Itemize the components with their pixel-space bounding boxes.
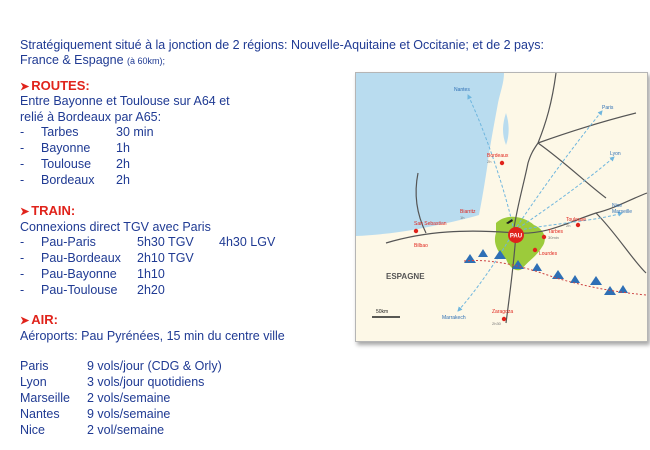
train-tgv: 1h10 bbox=[137, 267, 165, 281]
list-item bbox=[20, 172, 154, 188]
train-tgv: 2h10 TGV bbox=[137, 251, 194, 265]
route-city: Bayonne bbox=[41, 141, 91, 155]
zaragoza-dot bbox=[502, 317, 506, 321]
list-dash: - bbox=[20, 157, 25, 171]
list-item bbox=[20, 266, 275, 282]
train-lgv: 4h30 LGV bbox=[219, 235, 276, 249]
flight-city: Nice bbox=[20, 423, 46, 437]
intro-line-2 bbox=[20, 53, 620, 69]
list-dash: - bbox=[20, 141, 25, 155]
routes-heading bbox=[20, 78, 90, 93]
routes-list bbox=[20, 124, 154, 188]
flight-frequency: 3 vols/jour quotidiens bbox=[87, 375, 205, 389]
train-tgv: 5h30 TGV bbox=[137, 235, 194, 249]
bordeaux-dot bbox=[500, 161, 504, 165]
train-tgv: 2h20 bbox=[137, 283, 165, 297]
route-time: 30 min bbox=[116, 125, 154, 139]
map-svg bbox=[356, 73, 647, 341]
route-city: Toulouse bbox=[41, 157, 92, 171]
flights-list bbox=[20, 358, 222, 438]
toulouse-dot bbox=[576, 223, 580, 227]
bordeaux-label: Bordeaux bbox=[487, 153, 509, 159]
toulouse-sub: 2h bbox=[566, 223, 571, 228]
tarbes-sub: 30min bbox=[548, 235, 559, 240]
lourdes-label: Lourdes bbox=[539, 251, 558, 257]
lyon-label: Lyon bbox=[610, 151, 621, 157]
train-route: Pau-Bayonne bbox=[41, 267, 117, 281]
list-dash: - bbox=[20, 251, 25, 265]
list-item bbox=[20, 250, 275, 266]
san-sebastian-label: San Sebastian bbox=[414, 221, 447, 227]
train-heading-label: TRAIN: bbox=[31, 203, 76, 218]
train-route: Pau-Bordeaux bbox=[41, 251, 121, 265]
list-item bbox=[20, 124, 154, 140]
list-dash: - bbox=[20, 235, 25, 249]
train-heading bbox=[20, 203, 75, 218]
air-description: Aéroports: Pau Pyrénées, 15 min du centre ville bbox=[20, 329, 285, 343]
route-city: Bordeaux bbox=[41, 173, 95, 187]
train-list bbox=[20, 234, 275, 298]
list-item bbox=[20, 282, 275, 298]
list-dash: - bbox=[20, 125, 25, 139]
tarbes-dot bbox=[542, 235, 546, 239]
flight-frequency: 2 vols/semaine bbox=[87, 391, 171, 405]
list-dash: - bbox=[20, 267, 25, 281]
paris-label: Paris bbox=[602, 105, 614, 111]
list-item bbox=[20, 358, 222, 374]
list-dash: - bbox=[20, 283, 25, 297]
route-time: 1h bbox=[116, 141, 130, 155]
air-heading bbox=[20, 312, 58, 327]
bordeaux-sub: 2h bbox=[487, 159, 492, 164]
flight-frequency: 9 vols/semaine bbox=[87, 407, 171, 421]
flight-frequency: 9 vols/jour (CDG & Orly) bbox=[87, 359, 222, 373]
list-item bbox=[20, 390, 222, 406]
list-item bbox=[20, 140, 154, 156]
route-time: 2h bbox=[116, 173, 130, 187]
region-map bbox=[355, 72, 648, 342]
toulouse-label: Toulouse bbox=[566, 217, 587, 223]
list-dash: - bbox=[20, 173, 25, 187]
train-route: Pau-Toulouse bbox=[41, 283, 118, 297]
zaragoza-label: Zaragoza bbox=[492, 309, 514, 315]
lourdes-dot bbox=[533, 248, 537, 252]
list-item bbox=[20, 422, 222, 438]
nantes-label: Nantes bbox=[454, 87, 470, 93]
biarritz-label: Biarritz bbox=[460, 209, 476, 215]
tarbes-label: Tarbes bbox=[548, 229, 564, 235]
pau-label: PAU bbox=[509, 233, 523, 240]
air-heading-label: AIR: bbox=[31, 312, 58, 327]
intro-text bbox=[20, 38, 620, 69]
routes-heading-label: ROUTES: bbox=[31, 78, 90, 93]
routes-desc-line-2: relié à Bordeaux par A65: bbox=[20, 110, 162, 124]
espagne-label: ESPAGNE bbox=[386, 272, 425, 281]
marseille-label: Marseille bbox=[612, 209, 633, 215]
triangle-bullet-icon: ➤ bbox=[20, 81, 30, 93]
list-item bbox=[20, 406, 222, 422]
marrakech-label: Marrakech bbox=[442, 315, 466, 321]
list-item bbox=[20, 374, 222, 390]
route-city: Tarbes bbox=[41, 125, 79, 139]
list-item bbox=[20, 234, 275, 250]
routes-description bbox=[20, 93, 230, 125]
intro-line-1: Stratégiquement situé à la jonction de 2 régions: Nouvelle-Aquitaine et Occitanie; et de 2 pays: bbox=[20, 38, 544, 52]
flight-city: Lyon bbox=[20, 375, 47, 389]
bilbao-label: Bilbao bbox=[414, 243, 428, 249]
intro-line-2-small: (à 60km); bbox=[127, 56, 166, 66]
flight-frequency: 2 vol/semaine bbox=[87, 423, 165, 437]
nice-label: Nice bbox=[612, 203, 623, 209]
scale-label: 50km bbox=[376, 309, 389, 315]
list-item bbox=[20, 156, 154, 172]
train-description: Connexions direct TGV avec Paris bbox=[20, 220, 211, 234]
flight-city: Nantes bbox=[20, 407, 60, 421]
triangle-bullet-icon: ➤ bbox=[20, 315, 30, 327]
routes-desc-line-1: Entre Bayonne et Toulouse sur A64 et bbox=[20, 94, 230, 108]
biarritz-sub: 1h bbox=[460, 215, 465, 220]
intro-line-2-main: France & Espagne bbox=[20, 53, 124, 67]
triangle-bullet-icon: ➤ bbox=[20, 206, 30, 218]
flight-city: Marseille bbox=[20, 391, 71, 405]
route-time: 2h bbox=[116, 157, 130, 171]
zaragoza-sub: 2h30 bbox=[492, 321, 501, 326]
biarritz-dot bbox=[414, 229, 418, 233]
train-route: Pau-Paris bbox=[41, 235, 96, 249]
flight-city: Paris bbox=[20, 359, 49, 373]
